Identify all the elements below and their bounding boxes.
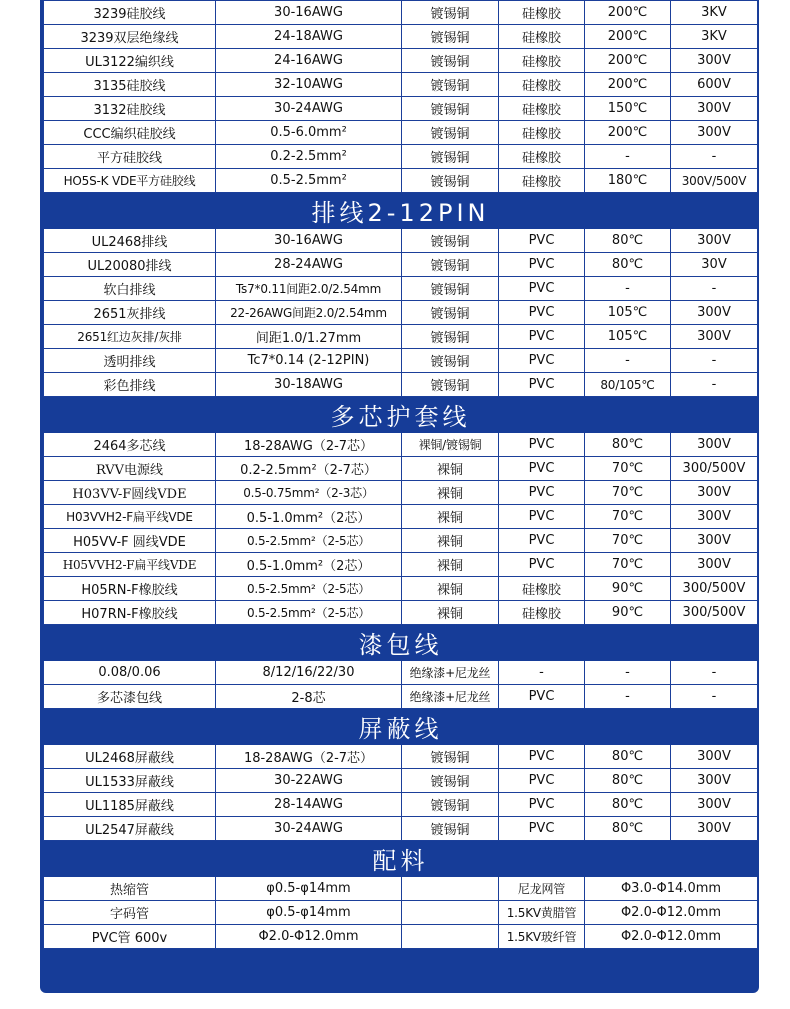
product-name-cell: H03VVH2-F扁平线VDE — [44, 505, 216, 529]
gauge-cell: 24-16AWG — [216, 49, 402, 73]
gauge-cell: 8/12/16/22/30 — [216, 661, 402, 685]
insulation-cell: 硅橡胶 — [499, 49, 585, 73]
table-row — [44, 169, 758, 193]
temperature-cell: 150℃ — [585, 97, 671, 121]
product-name-cell: 3239双层绝缘线 — [44, 25, 216, 49]
section-header-multicore — [44, 397, 758, 433]
insulation-cell: 硅橡胶 — [499, 145, 585, 169]
voltage-cell: - — [671, 349, 758, 373]
conductor-cell: 镀锡铜 — [402, 145, 499, 169]
product-name-cell: UL2468排线 — [44, 229, 216, 253]
product-name-cell: 0.08/0.06 — [44, 661, 216, 685]
gauge-cell: Tc7*0.14 (2-12PIN) — [216, 349, 402, 373]
gauge-cell: 24-18AWG — [216, 25, 402, 49]
conductor-cell: 裸铜 — [402, 529, 499, 553]
table-row — [44, 769, 758, 793]
insulation-cell: PVC — [499, 277, 585, 301]
insulation-cell: PVC — [499, 481, 585, 505]
section-title: 屏蔽线 — [44, 709, 758, 745]
temperature-cell: 200℃ — [585, 1, 671, 25]
temperature-cell: - — [585, 277, 671, 301]
gauge-cell: 0.2-2.5mm²（2-7芯） — [216, 457, 402, 481]
conductor-cell: 镀锡铜 — [402, 229, 499, 253]
product-name-cell: 彩色排线 — [44, 373, 216, 397]
voltage-cell: 300V/500V — [671, 169, 758, 193]
gauge-cell: 18-28AWG（2-7芯） — [216, 745, 402, 769]
section-title: 配料 — [44, 841, 758, 877]
conductor-cell: 镀锡铜 — [402, 769, 499, 793]
product-name-cell: UL1185屏蔽线 — [44, 793, 216, 817]
gauge-cell: 30-24AWG — [216, 97, 402, 121]
gauge-cell: 0.2-2.5mm² — [216, 145, 402, 169]
table-row — [44, 925, 758, 949]
conductor-cell: 镀锡铜 — [402, 169, 499, 193]
temperature-cell: 80℃ — [585, 253, 671, 277]
voltage-cell: 300V — [671, 325, 758, 349]
table-row — [44, 529, 758, 553]
voltage-cell: - — [671, 277, 758, 301]
conductor-cell: 镀锡铜 — [402, 121, 499, 145]
gauge-cell: 0.5-2.5mm² — [216, 169, 402, 193]
table-row — [44, 229, 758, 253]
table-row — [44, 121, 758, 145]
conductor-cell: 绝缘漆+尼龙丝 — [402, 685, 499, 709]
insulation-cell: PVC — [499, 373, 585, 397]
accessory-size-cell: Φ2.0-Φ12.0mm — [216, 925, 402, 949]
section-header-shielded — [44, 709, 758, 745]
section-title: 排线2-12PIN — [44, 193, 758, 229]
conductor-cell: 镀锡铜 — [402, 73, 499, 97]
temperature-cell: 90℃ — [585, 577, 671, 601]
table-row — [44, 97, 758, 121]
gauge-cell: 0.5-0.75mm²（2-3芯） — [216, 481, 402, 505]
gauge-cell: 0.5-6.0mm² — [216, 121, 402, 145]
voltage-cell: 300V — [671, 121, 758, 145]
conductor-cell: 镀锡铜 — [402, 1, 499, 25]
wire-spec-table — [43, 0, 758, 949]
voltage-cell: 300V — [671, 229, 758, 253]
voltage-cell: 3KV — [671, 25, 758, 49]
insulation-cell: PVC — [499, 793, 585, 817]
voltage-cell: 300V — [671, 817, 758, 841]
conductor-cell: 镀锡铜 — [402, 325, 499, 349]
temperature-cell: 70℃ — [585, 553, 671, 577]
conductor-cell: 镀锡铜 — [402, 301, 499, 325]
voltage-cell: 300V — [671, 793, 758, 817]
temperature-cell: 105℃ — [585, 325, 671, 349]
conductor-cell: 镀锡铜 — [402, 25, 499, 49]
voltage-cell: 300V — [671, 769, 758, 793]
temperature-cell: 70℃ — [585, 481, 671, 505]
table-row — [44, 817, 758, 841]
insulation-cell: PVC — [499, 301, 585, 325]
accessory-name-cell: 字码管 — [44, 901, 216, 925]
gauge-cell: 28-14AWG — [216, 793, 402, 817]
product-name-cell: 软白排线 — [44, 277, 216, 301]
gauge-cell: 30-22AWG — [216, 769, 402, 793]
conductor-cell: 镀锡铜 — [402, 97, 499, 121]
gauge-cell: Ts7*0.11间距2.0/2.54mm — [216, 277, 402, 301]
table-row — [44, 325, 758, 349]
table-row — [44, 745, 758, 769]
product-name-cell: 多芯漆包线 — [44, 685, 216, 709]
table-row — [44, 601, 758, 625]
temperature-cell: 200℃ — [585, 73, 671, 97]
voltage-cell: 300V — [671, 505, 758, 529]
product-name-cell: H05RN-F橡胶线 — [44, 577, 216, 601]
table-row — [44, 25, 758, 49]
voltage-cell: 300V — [671, 49, 758, 73]
table-row — [44, 49, 758, 73]
temperature-cell: 80℃ — [585, 229, 671, 253]
temperature-cell: 80℃ — [585, 745, 671, 769]
temperature-cell: 200℃ — [585, 49, 671, 73]
voltage-cell: 300/500V — [671, 577, 758, 601]
table-row — [44, 685, 758, 709]
product-name-cell: HO5S-K VDE平方硅胶线 — [44, 169, 216, 193]
voltage-cell: 300V — [671, 301, 758, 325]
insulation-cell: PVC — [499, 817, 585, 841]
temperature-cell: - — [585, 349, 671, 373]
product-name-cell: H05VV-F 圆线VDE — [44, 529, 216, 553]
temperature-cell: - — [585, 145, 671, 169]
conductor-cell: 镀锡铜 — [402, 793, 499, 817]
voltage-cell: 300V — [671, 553, 758, 577]
insulation-cell: PVC — [499, 253, 585, 277]
temperature-cell: 80℃ — [585, 433, 671, 457]
section-header-ribbon — [44, 193, 758, 229]
accessory-name-cell: 1.5KV玻纤管 — [499, 925, 585, 949]
gauge-cell: 0.5-1.0mm²（2芯） — [216, 505, 402, 529]
gauge-cell: 18-28AWG（2-7芯） — [216, 433, 402, 457]
conductor-cell: 裸铜 — [402, 457, 499, 481]
conductor-cell: 裸铜 — [402, 505, 499, 529]
voltage-cell: 3KV — [671, 1, 758, 25]
table-row — [44, 481, 758, 505]
conductor-cell: 裸铜 — [402, 601, 499, 625]
accessory-name-cell: 尼龙网管 — [499, 877, 585, 901]
accessory-size-cell: Φ2.0-Φ12.0mm — [585, 901, 758, 925]
temperature-cell: 200℃ — [585, 121, 671, 145]
conductor-cell: 镀锡铜 — [402, 49, 499, 73]
conductor-cell: 镀锡铜 — [402, 253, 499, 277]
table-row — [44, 661, 758, 685]
insulation-cell: 硅橡胶 — [499, 121, 585, 145]
insulation-cell: 硅橡胶 — [499, 25, 585, 49]
conductor-cell: 镀锡铜 — [402, 817, 499, 841]
insulation-cell: PVC — [499, 685, 585, 709]
insulation-cell: - — [499, 661, 585, 685]
table-row — [44, 301, 758, 325]
table-row — [44, 901, 758, 925]
gauge-cell: 30-16AWG — [216, 1, 402, 25]
gauge-cell: 0.5-2.5mm²（2-5芯） — [216, 577, 402, 601]
product-name-cell: CCC编织硅胶线 — [44, 121, 216, 145]
insulation-cell: PVC — [499, 505, 585, 529]
gauge-cell: 0.5-1.0mm²（2芯） — [216, 553, 402, 577]
table-row — [44, 577, 758, 601]
voltage-cell: 300V — [671, 97, 758, 121]
conductor-cell: 镀锡铜 — [402, 373, 499, 397]
voltage-cell: 30V — [671, 253, 758, 277]
voltage-cell: 600V — [671, 73, 758, 97]
insulation-cell: 硅橡胶 — [499, 1, 585, 25]
product-name-cell: UL2547屏蔽线 — [44, 817, 216, 841]
section-header-enameled — [44, 625, 758, 661]
gauge-cell: 30-18AWG — [216, 373, 402, 397]
table-row — [44, 1, 758, 25]
temperature-cell: 80℃ — [585, 793, 671, 817]
gauge-cell: 28-24AWG — [216, 253, 402, 277]
temperature-cell: 80℃ — [585, 769, 671, 793]
temperature-cell: - — [585, 685, 671, 709]
conductor-cell: 裸铜/镀锡铜 — [402, 433, 499, 457]
section-header-accessories — [44, 841, 758, 877]
table-row — [44, 793, 758, 817]
insulation-cell: PVC — [499, 529, 585, 553]
conductor-cell: 绝缘漆+尼龙丝 — [402, 661, 499, 685]
insulation-cell: PVC — [499, 745, 585, 769]
voltage-cell: 300V — [671, 529, 758, 553]
table-row — [44, 433, 758, 457]
insulation-cell: 硅橡胶 — [499, 577, 585, 601]
gauge-cell: 间距1.0/1.27mm — [216, 325, 402, 349]
product-name-cell: RVV电源线 — [44, 457, 216, 481]
product-name-cell: 3132硅胶线 — [44, 97, 216, 121]
gauge-cell: 0.5-2.5mm²（2-5芯） — [216, 529, 402, 553]
insulation-cell: 硅橡胶 — [499, 73, 585, 97]
product-name-cell: H05VVH2-F扁平线VDE — [44, 553, 216, 577]
voltage-cell: - — [671, 373, 758, 397]
voltage-cell: 300V — [671, 433, 758, 457]
temperature-cell: 200℃ — [585, 25, 671, 49]
product-name-cell: H07RN-F橡胶线 — [44, 601, 216, 625]
temperature-cell: 105℃ — [585, 301, 671, 325]
accessory-name-cell: 1.5KV黄腊管 — [499, 901, 585, 925]
accessory-name-cell: PVC管 600v — [44, 925, 216, 949]
gauge-cell: 30-24AWG — [216, 817, 402, 841]
gauge-cell: 22-26AWG间距2.0/2.54mm — [216, 301, 402, 325]
gauge-cell: 2-8芯 — [216, 685, 402, 709]
temperature-cell: 70℃ — [585, 457, 671, 481]
temperature-cell: 80/105℃ — [585, 373, 671, 397]
product-name-cell: 2651灰排线 — [44, 301, 216, 325]
table-row — [44, 253, 758, 277]
voltage-cell: 300/500V — [671, 457, 758, 481]
empty-cell — [402, 901, 499, 925]
accessory-size-cell: Φ2.0-Φ12.0mm — [585, 925, 758, 949]
table-row — [44, 553, 758, 577]
empty-cell — [402, 877, 499, 901]
table-row — [44, 277, 758, 301]
conductor-cell: 裸铜 — [402, 481, 499, 505]
accessory-size-cell: Φ3.0-Φ14.0mm — [585, 877, 758, 901]
table-row — [44, 877, 758, 901]
table-row — [44, 145, 758, 169]
product-name-cell: H03VV-F圆线VDE — [44, 481, 216, 505]
voltage-cell: - — [671, 685, 758, 709]
product-name-cell: 2464多芯线 — [44, 433, 216, 457]
product-name-cell: 透明排线 — [44, 349, 216, 373]
accessory-size-cell: φ0.5-φ14mm — [216, 877, 402, 901]
section-title: 漆包线 — [44, 625, 758, 661]
gauge-cell: 0.5-2.5mm²（2-5芯） — [216, 601, 402, 625]
table-row — [44, 373, 758, 397]
table-row — [44, 505, 758, 529]
insulation-cell: 硅橡胶 — [499, 601, 585, 625]
temperature-cell: 80℃ — [585, 817, 671, 841]
table-row — [44, 349, 758, 373]
product-name-cell: 2651红边灰排/灰排 — [44, 325, 216, 349]
voltage-cell: - — [671, 145, 758, 169]
product-name-cell: 3239硅胶线 — [44, 1, 216, 25]
temperature-cell: 70℃ — [585, 529, 671, 553]
product-name-cell: UL20080排线 — [44, 253, 216, 277]
temperature-cell: 70℃ — [585, 505, 671, 529]
gauge-cell: 30-16AWG — [216, 229, 402, 253]
temperature-cell: - — [585, 661, 671, 685]
voltage-cell: 300V — [671, 745, 758, 769]
insulation-cell: 硅橡胶 — [499, 169, 585, 193]
insulation-cell: 硅橡胶 — [499, 97, 585, 121]
voltage-cell: 300V — [671, 481, 758, 505]
accessory-name-cell: 热缩管 — [44, 877, 216, 901]
conductor-cell: 镀锡铜 — [402, 349, 499, 373]
insulation-cell: PVC — [499, 433, 585, 457]
insulation-cell: PVC — [499, 457, 585, 481]
temperature-cell: 180℃ — [585, 169, 671, 193]
table-row — [44, 457, 758, 481]
product-name-cell: 3135硅胶线 — [44, 73, 216, 97]
product-name-cell: UL3122编织线 — [44, 49, 216, 73]
temperature-cell: 90℃ — [585, 601, 671, 625]
insulation-cell: PVC — [499, 229, 585, 253]
insulation-cell: PVC — [499, 349, 585, 373]
insulation-cell: PVC — [499, 325, 585, 349]
section-title: 多芯护套线 — [44, 397, 758, 433]
conductor-cell: 镀锡铜 — [402, 745, 499, 769]
voltage-cell: 300/500V — [671, 601, 758, 625]
conductor-cell: 裸铜 — [402, 553, 499, 577]
product-name-cell: 平方硅胶线 — [44, 145, 216, 169]
table-row — [44, 73, 758, 97]
voltage-cell: - — [671, 661, 758, 685]
conductor-cell: 裸铜 — [402, 577, 499, 601]
product-name-cell: UL2468屏蔽线 — [44, 745, 216, 769]
product-name-cell: UL1533屏蔽线 — [44, 769, 216, 793]
insulation-cell: PVC — [499, 769, 585, 793]
gauge-cell: 32-10AWG — [216, 73, 402, 97]
insulation-cell: PVC — [499, 553, 585, 577]
empty-cell — [402, 925, 499, 949]
accessory-size-cell: φ0.5-φ14mm — [216, 901, 402, 925]
conductor-cell: 镀锡铜 — [402, 277, 499, 301]
